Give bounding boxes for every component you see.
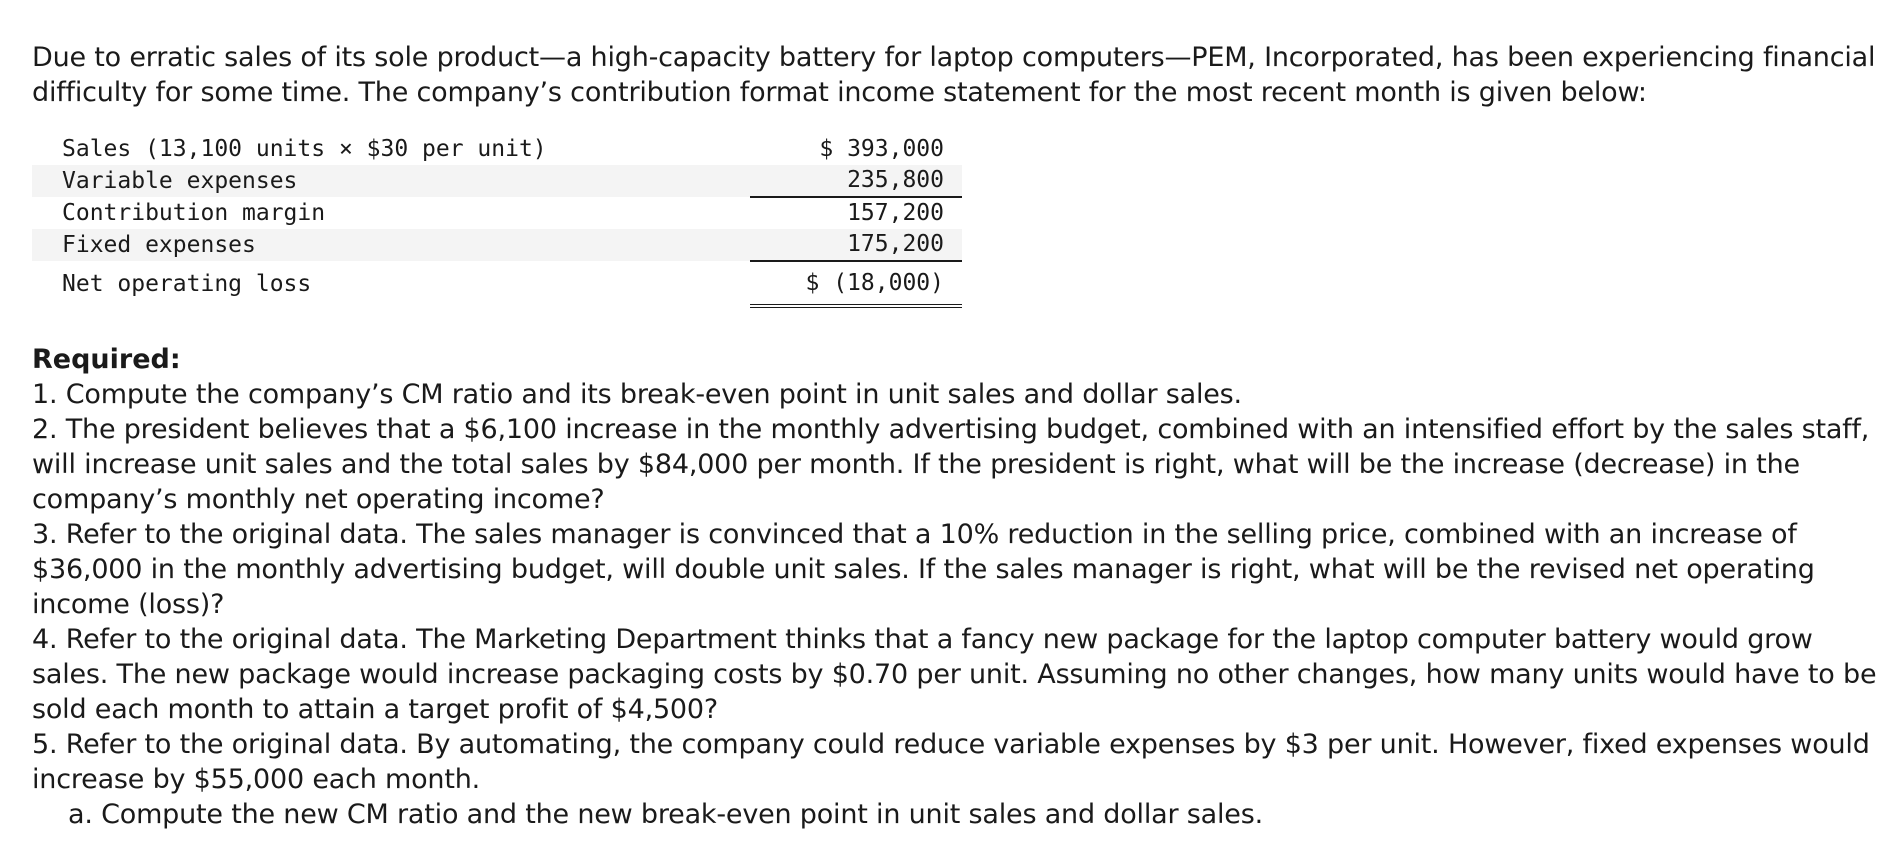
statement-row-variable-expenses: [32, 165, 962, 197]
statement-row-sales: [32, 134, 962, 165]
statement-amount: 175,200: [750, 229, 962, 261]
statement-amount: 235,800: [750, 165, 962, 197]
question-3: 3. Refer to the original data. The sales manager is convinced that a 10% reduction in the selling price, combined with an increase of $36,000 in the monthly advertising budget, will double unit sales. If the sales manager is right, what will be the revised net operating income (loss)?: [32, 519, 1815, 620]
statement-label: Contribution margin: [62, 199, 326, 226]
intro-paragraph: Due to erratic sales of its sole product—a high-capacity battery for laptop computers—PEM, Incorporated, has been experiencing financial difficulty for some time. The company’s contribution format income statement for the most recent month is given below:: [32, 42, 1876, 108]
statement-row-net-operating-loss: [32, 261, 962, 306]
statement-row-contribution-margin: [32, 197, 962, 229]
question-5a: a. Compute the new CM ratio and the new break-even point in unit sales and dollar sales.: [68, 799, 1263, 830]
statement-amount: $ 393,000: [819, 136, 944, 162]
problem-document: [32, 40, 1878, 832]
income-statement-table: [32, 134, 962, 308]
statement-label: Sales (13,100 units × $30 per unit): [62, 136, 547, 162]
statement-label: Net operating loss: [62, 270, 312, 297]
question-4: 4. Refer to the original data. The Marketing Department thinks that a fancy new package for the laptop computer battery would grow sales. The new package would increase packaging costs by $0.70 per unit. Assuming no other changes, how many units would have to be sold each month to attain a target profit of $4,500?: [32, 624, 1877, 725]
required-questions: [32, 377, 1878, 832]
statement-amount: 157,200: [847, 200, 944, 226]
statement-label: Fixed expenses: [32, 229, 750, 261]
statement-label: Variable expenses: [32, 165, 750, 197]
required-heading: Required:: [32, 344, 181, 375]
statement-amount: $ (18,000): [750, 261, 962, 306]
question-2: 2. The president believes that a $6,100 increase in the monthly advertising budget, combined with an intensified effort by the sales staff, will increase unit sales and the total sales by $84,000 per month. If the president is right, what will be the increase (decrease) in the company’s monthly net operating income?: [32, 414, 1870, 515]
question-5: 5. Refer to the original data. By automating, the company could reduce variable expenses by $3 per unit. However, fixed expenses would increase by $55,000 each month.: [32, 729, 1870, 795]
question-1: 1. Compute the company’s CM ratio and its break-even point in unit sales and dollar sales.: [32, 379, 1242, 410]
statement-row-fixed-expenses: [32, 229, 962, 261]
